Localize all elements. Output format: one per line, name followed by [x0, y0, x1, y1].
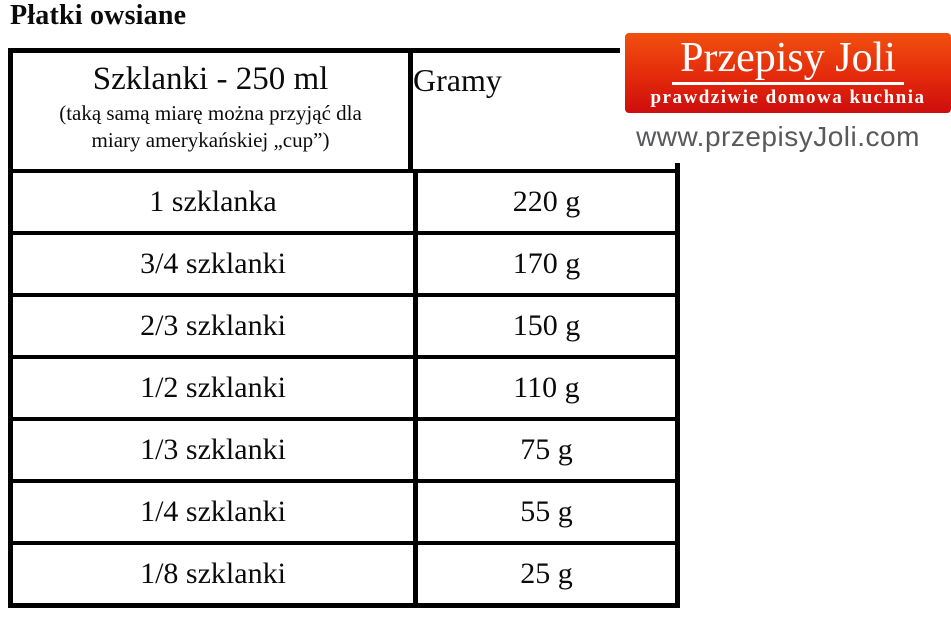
- grams-value: 150 g: [512, 309, 581, 342]
- grams-value: 170 g: [512, 247, 581, 280]
- logo-brand-text: Przepisy Joli: [672, 37, 904, 85]
- grams-value: 25 g: [520, 557, 573, 590]
- cups-column-title: Szklanki - 250 ml: [92, 61, 329, 97]
- cups-value: 1/8 szklanki: [13, 545, 418, 603]
- grams-value: 110 g: [513, 371, 580, 404]
- grams-column-title: Gramy: [413, 62, 502, 98]
- conversion-table: [8, 48, 680, 608]
- table-row: [13, 293, 675, 355]
- cups-column-note-line1: (taką samą miarę można przyjąć dla: [59, 101, 362, 125]
- cups-value: 1/2 szklanki: [13, 359, 418, 417]
- grams-value: 220 g: [512, 185, 581, 218]
- header-cups-cell: [13, 53, 413, 169]
- table-header-row: [13, 53, 675, 169]
- table-row: [13, 231, 675, 293]
- cups-value: 1/3 szklanki: [13, 421, 418, 479]
- table-row: [13, 169, 675, 231]
- table-row: [13, 541, 675, 603]
- table-row: [13, 417, 675, 479]
- logo: [625, 33, 951, 113]
- website-url: www.przepisyJoli.com: [636, 121, 920, 152]
- table-row: [13, 355, 675, 417]
- cups-value: 1/4 szklanki: [13, 483, 418, 541]
- cups-value: 1 szklanka: [13, 173, 418, 231]
- cups-column-note-line2: miary amerykańskiej „cup”): [91, 128, 330, 152]
- cups-value: 3/4 szklanki: [13, 235, 418, 293]
- page-title: Płatki owsiane: [10, 0, 187, 31]
- grams-value: 55 g: [520, 495, 573, 528]
- cups-value: 2/3 szklanki: [13, 297, 418, 355]
- table-row: [13, 479, 675, 541]
- logo-tagline: prawdziwie domowa kuchnia: [650, 87, 926, 108]
- grams-value: 75 g: [520, 433, 573, 466]
